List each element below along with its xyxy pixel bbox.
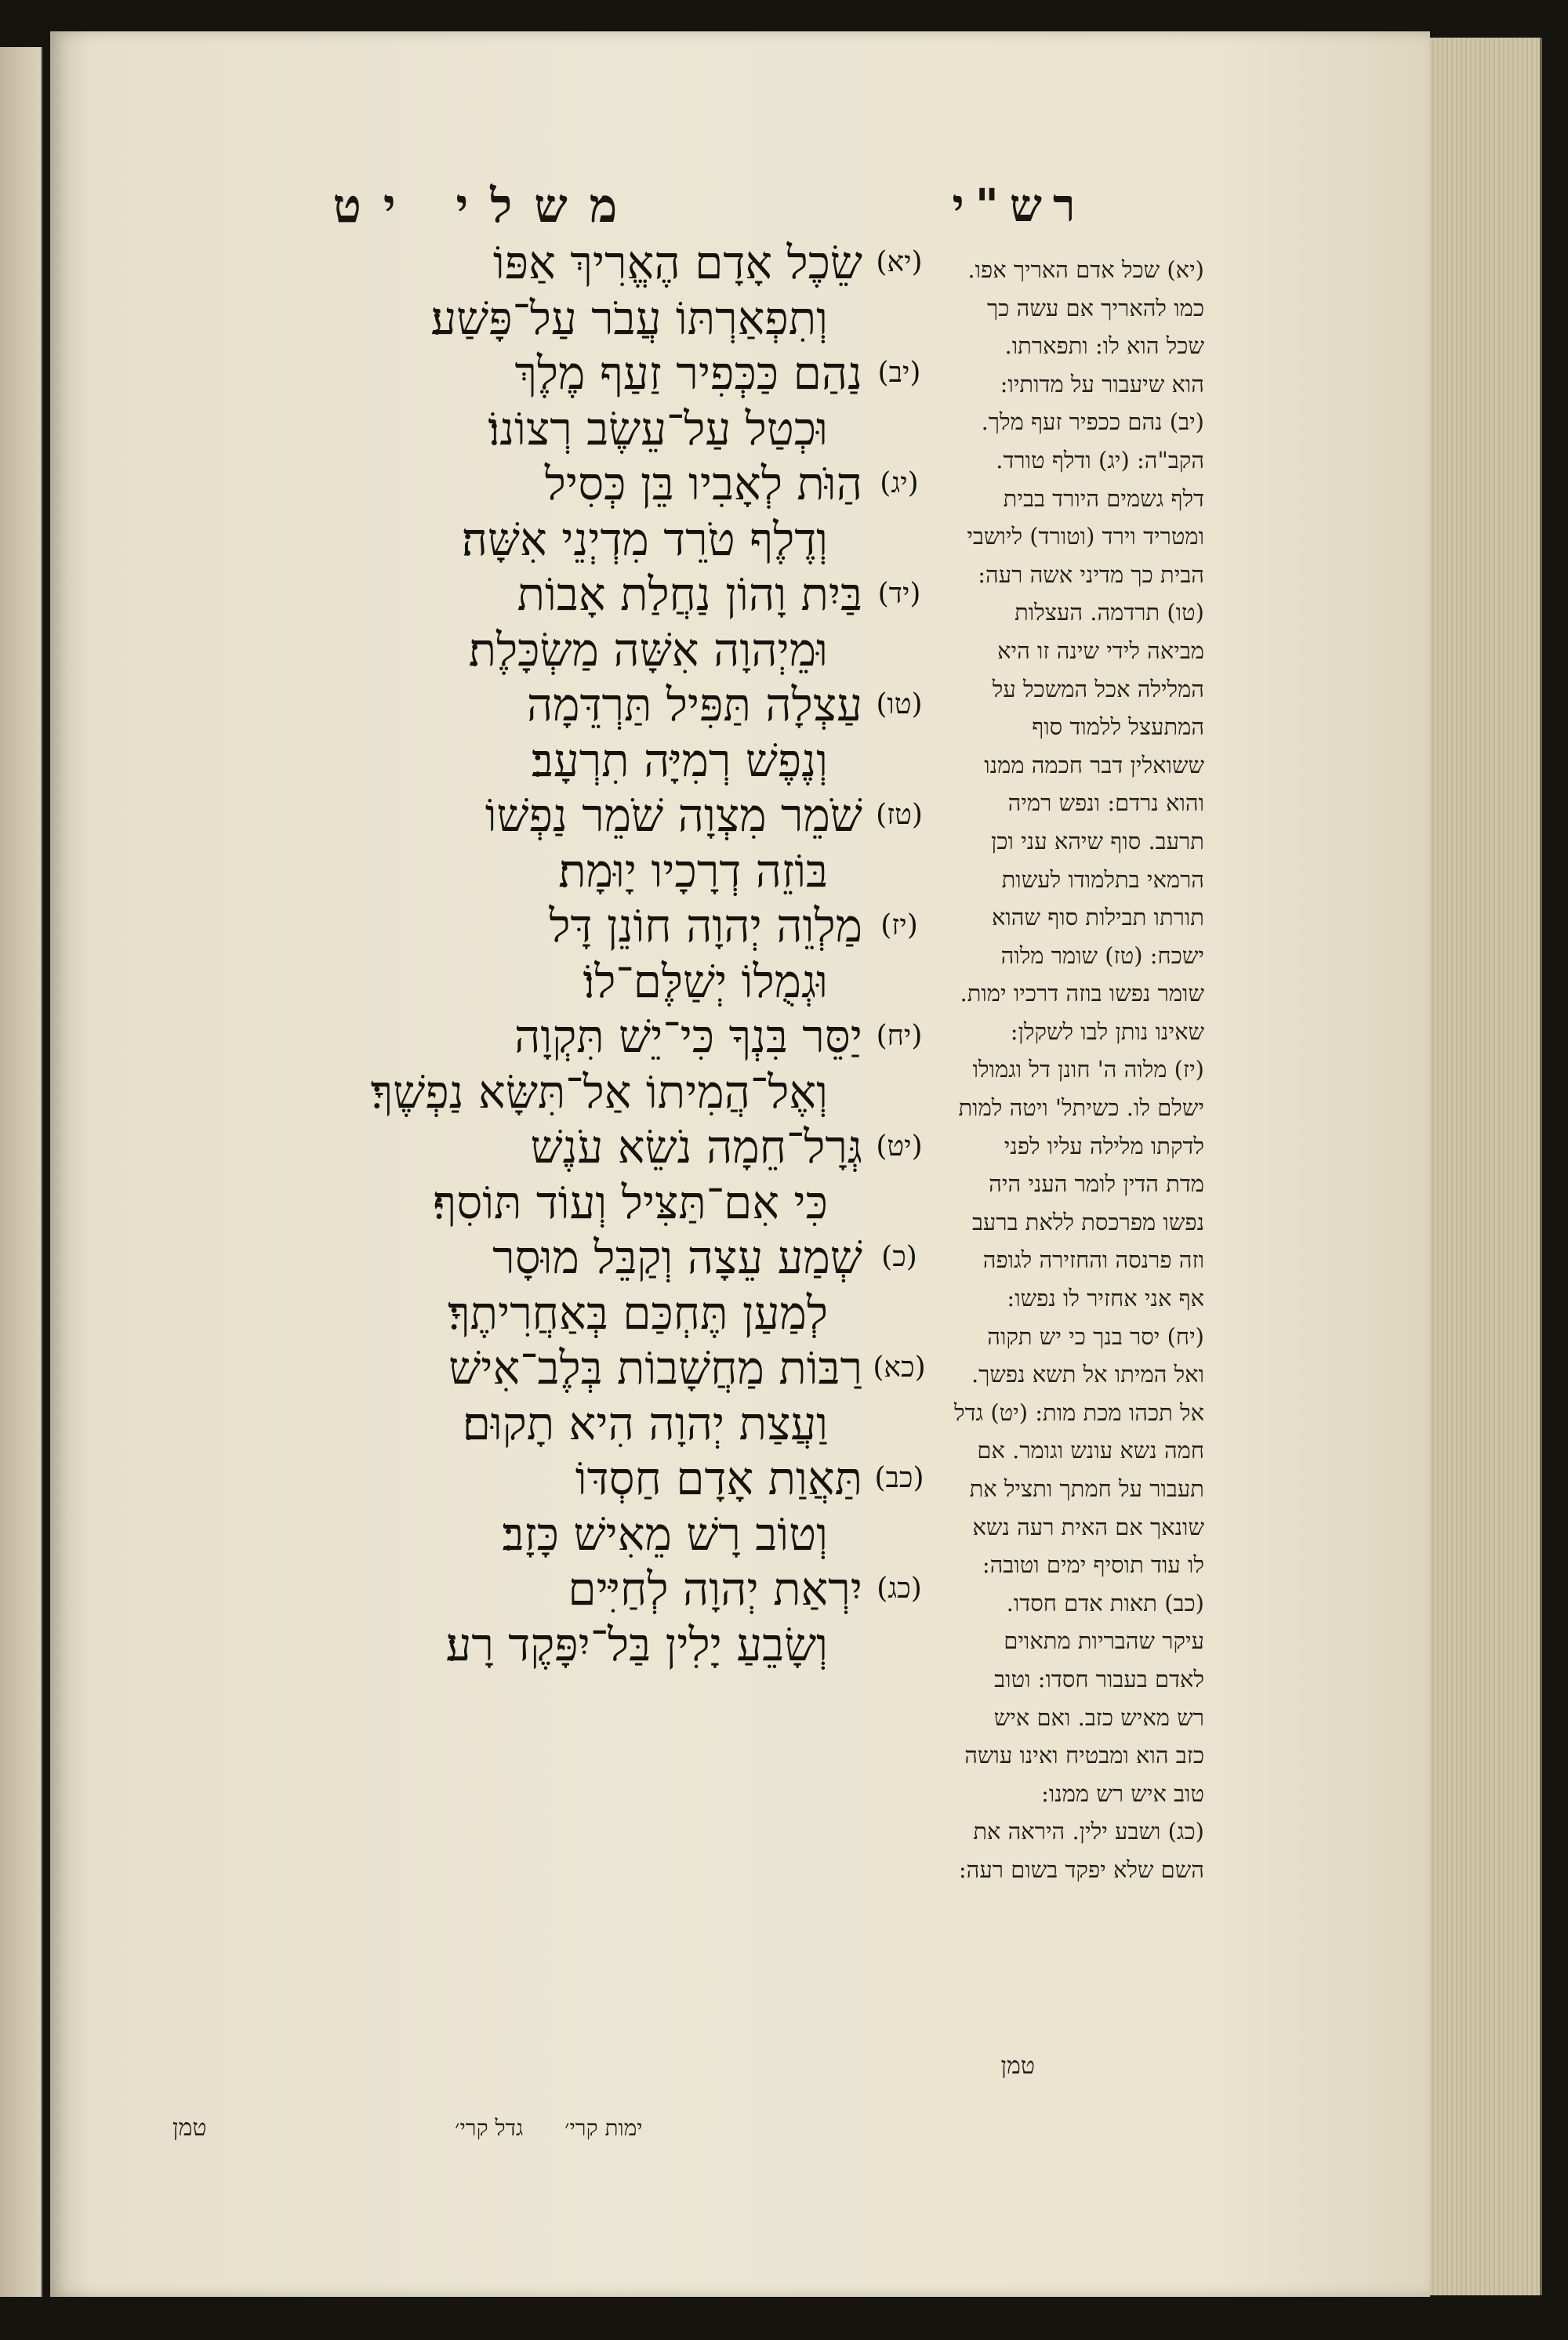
commentary-line: הקב"ה: (יג) ודלף טורד. bbox=[996, 446, 1204, 473]
commentary-line: תעבור על חמתך ותציל את bbox=[969, 1475, 1204, 1502]
verse-text: שֵׂכֶל אָדָם הֶאֱרִיךְ אַפּוֹ bbox=[492, 236, 862, 289]
commentary-line: ששואלין דבר חכמה ממנו bbox=[984, 751, 1204, 778]
verse-text: שֹׁמֵר מִצְוָה שֹׁמֵר נַפְשׁוֹ bbox=[485, 789, 862, 842]
verse-line bbox=[188, 1451, 924, 1507]
verse-number: (כג) bbox=[877, 1573, 922, 1605]
commentary-line: מביאה לידי שינה זו היא bbox=[997, 637, 1204, 664]
commentary-line: (יא) שכל אדם האריך אפו. bbox=[967, 256, 1204, 283]
verse-text: שְׁמַע עֵצָה וְקַבֵּל מוּסָר bbox=[492, 1231, 862, 1284]
verse-number: (יח) bbox=[876, 1020, 923, 1052]
commentary-line: (כג) ושבע ילין. היראה את bbox=[973, 1818, 1204, 1845]
commentary-line: כזב הוא ומבטיח ואינו עושה bbox=[964, 1742, 1204, 1769]
commentary-line: והוא נרדם: ונפש רמיה bbox=[1007, 789, 1204, 817]
commentary-line: (יב) נהם ככפיר זעף מלך. bbox=[981, 408, 1204, 436]
verse-text: וּכְטַל עַל־עֵשֶׂב רְצוֹנוֹ׃ bbox=[488, 401, 828, 455]
commentary-line: ישלם לו. כשיתל' ויטה למות bbox=[958, 1094, 1204, 1122]
commentary-line: (טו) תרדמה. העצלות bbox=[1014, 599, 1204, 626]
verse-text: כִּי אִם־תַּצִּיל וְעוֹד תּוֹסִף׃ bbox=[433, 1175, 828, 1229]
commentary-title: רש"י bbox=[952, 179, 1087, 232]
commentary-line: שונאך אם האית רעה נשא bbox=[972, 1513, 1204, 1540]
verse-column bbox=[188, 235, 926, 1672]
commentary-line: לו עוד תוסיף ימים וטובה: bbox=[982, 1551, 1204, 1579]
commentary-line: שומר נפשו בוזה דרכיו ימות. bbox=[960, 980, 1204, 1007]
verse-line bbox=[188, 567, 921, 622]
verse-line bbox=[188, 733, 862, 789]
verse-text: בּוֹזֵה דְרָכָיו יָוּמָת׃ bbox=[558, 843, 828, 898]
verse-line bbox=[188, 788, 923, 843]
verse-line bbox=[188, 677, 923, 733]
commentary-line: (יח) יסר בנך כי יש תקוה bbox=[987, 1322, 1204, 1350]
commentary-line: השם שלא יפקד בשום רעה: bbox=[958, 1856, 1204, 1883]
commentary-line: רש מאיש כזב. ואם איש bbox=[993, 1703, 1204, 1731]
verse-line bbox=[188, 1009, 923, 1065]
verse-text: הַוֺּת לְאָבִיו בֵּן כְּסִיל bbox=[544, 457, 862, 510]
commentary-line: עיקר שהבריות מתאוים bbox=[1004, 1627, 1204, 1655]
verse-line bbox=[188, 898, 918, 954]
commentary-line: אל תכהו מכת מות: (יט) גדל bbox=[954, 1399, 1204, 1426]
commentary-line: הוא שיעבור על מדותיו: bbox=[1000, 370, 1204, 397]
commentary-line: מדת הדין לומר העני היה bbox=[989, 1170, 1204, 1198]
page-stack-edge bbox=[1430, 38, 1542, 2295]
commentary-line: טוב איש רש ממנו: bbox=[1041, 1779, 1204, 1807]
verse-line bbox=[188, 1230, 917, 1286]
commentary-line: נפשו מפרכסת ללאת ברעב bbox=[971, 1208, 1204, 1235]
commentary-line: שאינו נותן לבו לשקלן: bbox=[1010, 1018, 1204, 1045]
verse-line bbox=[188, 1175, 862, 1231]
verse-line bbox=[188, 401, 862, 457]
verse-number: (יד) bbox=[877, 578, 921, 610]
commentary-line: וזה פרנסה והחזירה לגופה bbox=[982, 1246, 1204, 1274]
footer-note-qere-1: גדל קרי׳ bbox=[455, 2115, 524, 2141]
verse-number: (יט) bbox=[876, 1130, 923, 1163]
verse-line bbox=[188, 1065, 862, 1120]
verse-text: וּגְמֻלוֹ יְשַׁלֶּם־לוֹ׃ bbox=[583, 954, 828, 1008]
verse-line bbox=[188, 346, 921, 401]
commentary-line: המלילה אכל המשכל על bbox=[992, 675, 1204, 702]
verse-number: (יז) bbox=[880, 909, 918, 941]
verse-text: גְּרָל־חֵמָה נֹשֵׂא עֹנֶשׁ bbox=[530, 1120, 862, 1174]
verse-line bbox=[188, 1562, 922, 1617]
commentary-line: ישכח: (טז) שומר מלוה bbox=[1000, 941, 1204, 969]
verse-number: (טז) bbox=[876, 799, 923, 831]
verse-text: מַלְוֵה יְהוָה חוֹנֵן דָּל bbox=[549, 899, 862, 952]
verse-line bbox=[188, 235, 923, 291]
verse-line bbox=[188, 954, 862, 1010]
verse-text: וְשָׂבֵעַ יָלִין בַּל־יִפָּקֶד רָע׃ bbox=[445, 1617, 828, 1671]
commentary-line: תורתו תבילות סוף שהוא bbox=[991, 904, 1204, 931]
commentary-column bbox=[891, 251, 1204, 1889]
verse-number: (יב) bbox=[877, 357, 921, 389]
commentary-line: חמה נשא עונש וגומר. אם bbox=[977, 1437, 1204, 1464]
commentary-line: הבית כך מדיני אשה רעה: bbox=[978, 561, 1204, 588]
commentary-line: שכל הוא לו: ותפארתו. bbox=[1004, 332, 1204, 360]
book-chapter-title: משלי יט bbox=[332, 179, 640, 234]
verse-text: רַבּוֹת מַחֲשָׁבוֹת בְּלֶב־אִישׁ bbox=[448, 1341, 862, 1395]
verse-line bbox=[188, 1396, 862, 1452]
verse-text: וּמֵיְהוָה אִשָּׁה מַשְׂכָּלֶת׃ bbox=[468, 622, 828, 677]
verse-line bbox=[188, 291, 862, 346]
commentary-catchword: טמן bbox=[1000, 2052, 1035, 2080]
verse-number: (יג) bbox=[880, 467, 919, 499]
verse-line bbox=[188, 1617, 862, 1673]
verse-text: נַהַם כַּכְּפִיר זַעַף מֶלֶךְ bbox=[514, 346, 862, 400]
verse-number: (כא) bbox=[873, 1351, 926, 1384]
commentary-line: (כב) תאות אדם חסדו. bbox=[1006, 1589, 1204, 1616]
verse-text: תַּאֲוַת אָדָם חַסְדּוֹ bbox=[575, 1452, 862, 1505]
footer-note-qere-2: ימות קרי׳ bbox=[564, 2115, 643, 2141]
verse-number: (טו) bbox=[876, 688, 923, 720]
verse-text: וַעֲצַת יְהוָה הִיא תָקוּם׃ bbox=[462, 1396, 828, 1450]
verse-text: בַּיִת וָהוֹן נַחֲלַת אָבוֹת bbox=[517, 568, 862, 621]
verse-line bbox=[188, 843, 862, 899]
page-number: טמן bbox=[172, 2114, 207, 2142]
commentary-line: ומטריד וירד (וטורד) ליושבי bbox=[967, 523, 1204, 550]
commentary-line: אף אני אחזיר לו נפשו: bbox=[1007, 1285, 1204, 1312]
verse-text: וְטוֹב רָשׁ מֵאִישׁ כָּזָב׃ bbox=[502, 1507, 828, 1561]
commentary-line: ואל המיתו אל תשא נפשך. bbox=[971, 1361, 1204, 1388]
verse-number: (כ) bbox=[881, 1241, 917, 1273]
commentary-line: המתעצל ללמוד סוף bbox=[1032, 713, 1204, 741]
verse-text: יִרְאַת יְהוָה לְחַיִּים bbox=[568, 1562, 862, 1616]
verse-text: עַצְלָה תַּפִּיל תַּרְדֵּמָה bbox=[526, 678, 862, 731]
commentary-line: דלף גשמים היורד בבית bbox=[1003, 484, 1204, 512]
verse-line bbox=[188, 1119, 923, 1175]
verse-text: וְתִפְאַרְתּוֹ עֲבֹר עַל־פָּשַׁע׃ bbox=[430, 291, 828, 345]
verse-text: וְדֶלֶף טֹרֵד מִדְיְנֵי אִשָּׁה׃ bbox=[461, 512, 828, 566]
commentary-line: לדקתו מלילה עליו לפני bbox=[1004, 1132, 1204, 1159]
commentary-line: (יז) מלוה ה' חונן דל וגמולו bbox=[972, 1056, 1204, 1083]
verse-line bbox=[188, 456, 919, 512]
commentary-line: לאדם בעבור חסדו: וטוב bbox=[994, 1665, 1204, 1692]
verse-text: וְנֶפֶשׁ רְמִיָּה תִרְעָב׃ bbox=[531, 733, 828, 787]
verse-line bbox=[188, 622, 862, 678]
verse-line bbox=[188, 1507, 862, 1562]
commentary-line: תרעב. סוף שיהא עני וכן bbox=[990, 827, 1204, 854]
verse-number: (כב) bbox=[874, 1462, 924, 1494]
verse-line bbox=[188, 1341, 926, 1396]
commentary-line: כמו להאריך אם עשה כך bbox=[987, 294, 1204, 321]
verse-line bbox=[188, 1286, 862, 1341]
previous-page-edge bbox=[0, 47, 42, 2297]
commentary-line: הרמאי בתלמודו לעשות bbox=[1001, 865, 1204, 893]
verse-text: יַסֵּר בִּנְךָ כִּי־יֵשׁ תִּקְוָה bbox=[514, 1010, 862, 1063]
verse-number: (יא) bbox=[876, 246, 923, 278]
verse-text: לְמַעַן תֶּחְכַּם בְּאַחֲרִיתֶךָ׃ bbox=[448, 1286, 828, 1340]
verse-line bbox=[188, 512, 862, 568]
verse-text: וְאֶל־הֲמִיתוֹ אַל־תִּשָּׂא נַפְשֶׁךָ׃ bbox=[370, 1065, 828, 1119]
